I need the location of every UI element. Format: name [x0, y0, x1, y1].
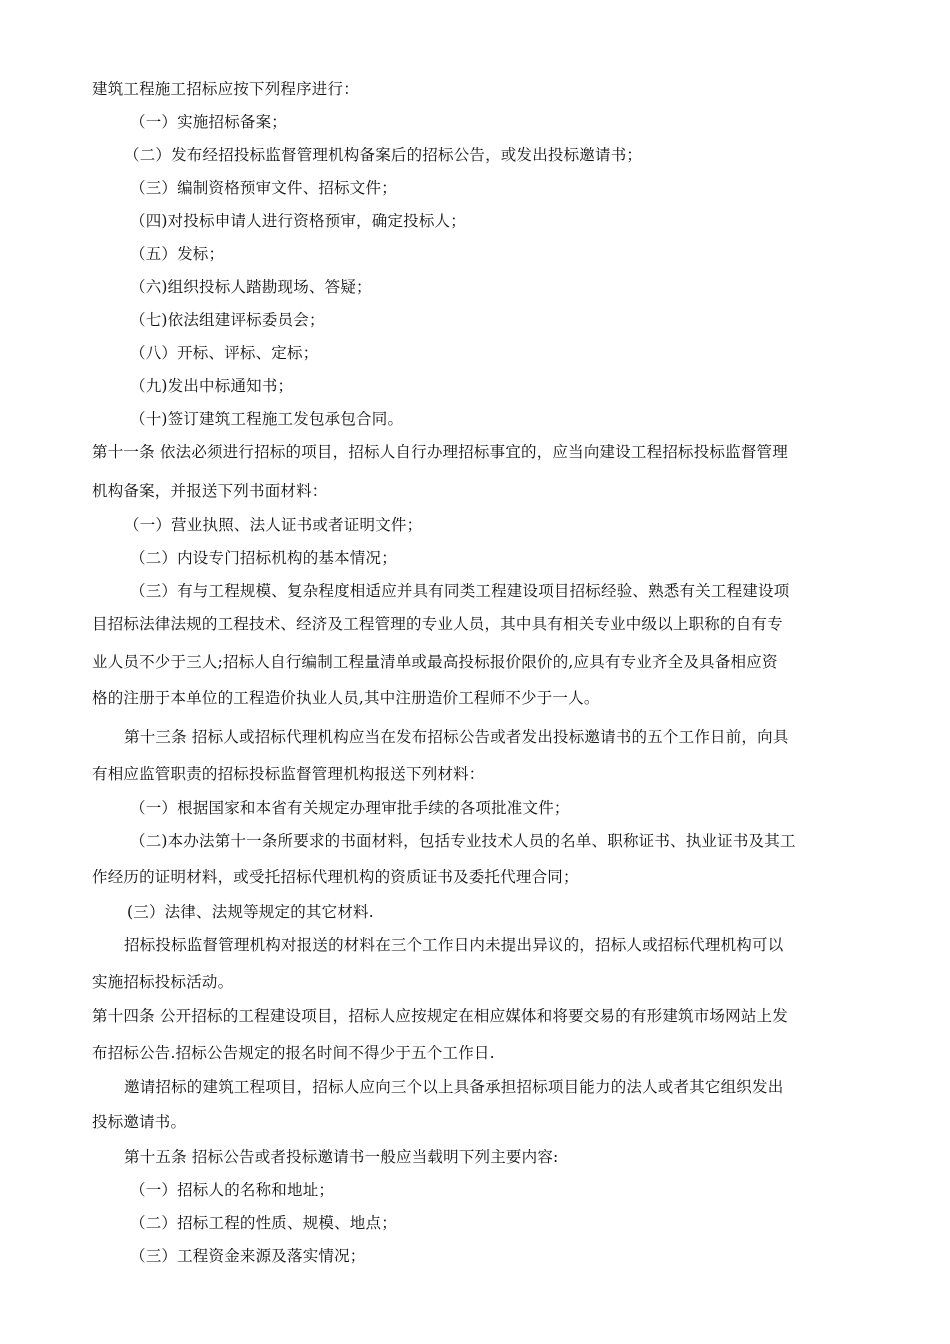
article-13-item-2: （二)本办法第十一条所要求的书面材料，包括专业技术人员的名单、职称证书、执业证书及其工: [130, 832, 796, 850]
article-11-item-2: （二）内设专门招标机构的基本情况；: [130, 549, 397, 567]
article-13-item-2-cont: 作经历的证明材料，或受托招标代理机构的资质证书及委托代理合同；: [92, 868, 579, 886]
article-11-paragraph: 第十一条 依法必须进行招标的项目，招标人自行办理招标事宜的，应当向建设工程招标投标监督管理: [92, 443, 788, 461]
article-15-item-1: （一）招标人的名称和地址；: [130, 1181, 335, 1199]
article-13-paragraph-cont: 有相应监管职责的招标投标监督管理机构报送下列材料：: [92, 765, 485, 783]
procedure-item-5: （五）发标；: [130, 245, 225, 263]
article-13-paragraph: 第十三条 招标人或招标代理机构应当在发布招标公告或者发出投标邀请书的五个工作日前，向具: [124, 728, 789, 746]
article-15-item-3: （三）工程资金来源及落实情况；: [130, 1247, 366, 1265]
article-13-item-3: (三）法律、法规等规定的其它材料.: [127, 903, 374, 921]
article-11-item-3: （三）有与工程规模、复杂程度相适应并具有同类工程建设项目招标经验、熟悉有关工程建设项: [130, 582, 790, 600]
procedure-item-8: （八）开标、评标、定标；: [130, 344, 319, 362]
article-11-item-3-cont-1: 目招标法律法规的工程技术、经济及工程管理的专业人员，其中具有相关专业中级以上职称的自有专: [92, 615, 783, 633]
article-14-paragraph-cont: 布招标公告.招标公告规定的报名时间不得少于五个工作日.: [92, 1044, 495, 1062]
procedure-item-3: （三）编制资格预审文件、招标文件；: [130, 179, 397, 197]
procedure-item-1: （一）实施招标备案；: [130, 113, 288, 131]
article-14-invitation: 邀请招标的建筑工程项目，招标人应向三个以上具备承担招标项目能力的法人或者其它组织发出: [124, 1078, 784, 1096]
article-11-item-3-cont-3: 格的注册于本单位的工程造价执业人员,其中注册造价工程师不少于一人。: [92, 689, 600, 707]
procedure-item-2: （二）发布经招投标监督管理机构备案后的招标公告，或发出投标邀请书；: [124, 146, 643, 164]
procedure-intro: 建筑工程施工招标应按下列程序进行：: [92, 80, 359, 98]
procedure-item-6: （六)组织投标人踏勘现场、答疑；: [130, 278, 372, 296]
article-14-paragraph: 第十四条 公开招标的工程建设项目，招标人应按规定在相应媒体和将要交易的有形建筑市场网站上发: [92, 1007, 788, 1025]
procedure-item-4: （四)对投标申请人进行资格预审，确定投标人；: [130, 212, 466, 230]
article-13-note-cont: 实施招标投标活动。: [92, 973, 234, 991]
article-11-item-1: （一）营业执照、法人证书或者证明文件；: [124, 516, 423, 534]
article-14-invitation-cont: 投标邀请书。: [92, 1113, 187, 1131]
procedure-item-9: （九)发出中标通知书；: [130, 377, 294, 395]
article-13-item-1: （一）根据国家和本省有关规定办理审批手续的各项批准文件；: [130, 799, 570, 817]
article-15-item-2: （二）招标工程的性质、规模、地点；: [130, 1214, 397, 1232]
article-15-paragraph: 第十五条 招标公告或者投标邀请书一般应当载明下列主要内容:: [124, 1148, 559, 1166]
article-13-note: 招标投标监督管理机构对报送的材料在三个工作日内未提出异议的，招标人或招标代理机构可以: [124, 936, 784, 954]
article-11-paragraph-cont: 机构备案，并报送下列书面材料：: [92, 482, 328, 500]
procedure-item-7: （七)依法组建评标委员会；: [130, 311, 325, 329]
article-11-item-3-cont-2: 业人员不少于三人;招标人自行编制工程量清单或最高投标报价限价的,应具有专业齐全及具备相应资: [92, 653, 778, 671]
procedure-item-10: （十)签订建筑工程施工发包承包合同。: [130, 410, 404, 428]
